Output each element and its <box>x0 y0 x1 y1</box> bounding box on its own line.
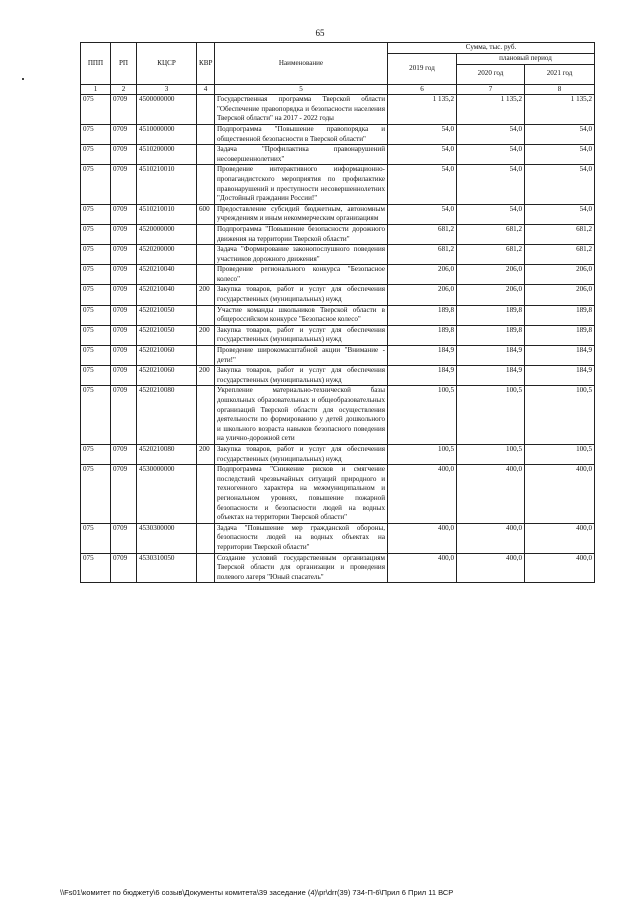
cell-2019: 189,8 <box>388 305 457 325</box>
cell-rp: 0709 <box>111 204 137 224</box>
cell-2019: 54,0 <box>388 165 457 204</box>
table-row <box>81 124 595 144</box>
column-index: 7 <box>457 84 525 95</box>
budget-table <box>80 42 595 583</box>
cell-2021: 400,0 <box>525 553 595 583</box>
column-index: 6 <box>388 84 457 95</box>
cell-2021: 189,8 <box>525 325 595 345</box>
cell-ppp: 075 <box>81 224 111 244</box>
cell-2020: 400,0 <box>457 553 525 583</box>
column-index: 8 <box>525 84 595 95</box>
cell-2021: 184,9 <box>525 346 595 366</box>
cell-name: Задача "Профилактика правонарушений несовершеннолетних" <box>215 145 388 165</box>
cell-2019: 184,9 <box>388 346 457 366</box>
cell-rp: 0709 <box>111 465 137 524</box>
cell-rp: 0709 <box>111 366 137 386</box>
column-index: 4 <box>197 84 215 95</box>
cell-rp: 0709 <box>111 245 137 265</box>
cell-kvr <box>197 346 215 366</box>
cell-rp: 0709 <box>111 145 137 165</box>
cell-2020: 100,5 <box>457 444 525 464</box>
cell-ppp: 075 <box>81 386 111 445</box>
cell-name: Подпрограмма "Снижение рисков и смягчение последствий чрезвычайных ситуаций природного и техногенного характера на межмуниципальном и региональном уровнях, повышение пожарной безопасности и безопасности людей на водных объектах на территории Тверской области" <box>215 465 388 524</box>
cell-ppp: 075 <box>81 465 111 524</box>
cell-name: Задача "Формирование законопослушного поведения участников дорожного движения" <box>215 245 388 265</box>
cell-kvr <box>197 145 215 165</box>
cell-kvr <box>197 245 215 265</box>
cell-2021: 100,5 <box>525 386 595 445</box>
cell-2021: 400,0 <box>525 465 595 524</box>
cell-ppp: 075 <box>81 523 111 553</box>
cell-2020: 184,9 <box>457 366 525 386</box>
cell-2020: 54,0 <box>457 124 525 144</box>
cell-name: Закупка товаров, работ и услуг для обеспечения государственных (муниципальных) нужд <box>215 444 388 464</box>
cell-ppp: 075 <box>81 145 111 165</box>
table-row <box>81 346 595 366</box>
cell-kvr: 200 <box>197 325 215 345</box>
cell-kcsr: 4520000000 <box>137 224 197 244</box>
cell-name: Участие команды школьников Тверской области в общероссийском конкурсе "Безопасное колесо" <box>215 305 388 325</box>
cell-kcsr: 4530310050 <box>137 553 197 583</box>
cell-name: Закупка товаров, работ и услуг для обеспечения государственных (муниципальных) нужд <box>215 325 388 345</box>
table-row <box>81 523 595 553</box>
header-year-2021: 2021 год <box>525 64 595 84</box>
cell-2021: 54,0 <box>525 204 595 224</box>
cell-2020: 400,0 <box>457 465 525 524</box>
cell-rp: 0709 <box>111 444 137 464</box>
cell-ppp: 075 <box>81 305 111 325</box>
cell-2021: 54,0 <box>525 145 595 165</box>
cell-ppp: 075 <box>81 165 111 204</box>
cell-kcsr: 4520210060 <box>137 366 197 386</box>
table-row <box>81 265 595 285</box>
table-row <box>81 305 595 325</box>
cell-ppp: 075 <box>81 366 111 386</box>
cell-name: Государственная программа Тверской области "Обеспечение правопорядка и безопасности населения Тверской области" на 2017 - 2022 годы <box>215 95 388 125</box>
cell-kcsr: 4510000000 <box>137 124 197 144</box>
cell-2019: 100,5 <box>388 386 457 445</box>
cell-rp: 0709 <box>111 224 137 244</box>
cell-kcsr: 4520210040 <box>137 285 197 305</box>
cell-kvr <box>197 553 215 583</box>
cell-2020: 189,8 <box>457 305 525 325</box>
cell-2019: 54,0 <box>388 145 457 165</box>
cell-name: Закупка товаров, работ и услуг для обеспечения государственных (муниципальных) нужд <box>215 366 388 386</box>
table-row <box>81 386 595 445</box>
cell-2021: 681,2 <box>525 245 595 265</box>
cell-2020: 681,2 <box>457 224 525 244</box>
table-row <box>81 553 595 583</box>
cell-name: Подпрограмма "Повышение безопасности дорожного движения на территории Тверской области" <box>215 224 388 244</box>
cell-kvr <box>197 465 215 524</box>
cell-rp: 0709 <box>111 386 137 445</box>
cell-rp: 0709 <box>111 325 137 345</box>
cell-2019: 184,9 <box>388 366 457 386</box>
cell-kvr <box>197 165 215 204</box>
cell-2019: 400,0 <box>388 553 457 583</box>
cell-kvr: 600 <box>197 204 215 224</box>
cell-kvr <box>197 265 215 285</box>
cell-name: Проведение регионального конкурса "Безопасное колесо" <box>215 265 388 285</box>
cell-2019: 681,2 <box>388 245 457 265</box>
table-row <box>81 366 595 386</box>
header-kvr: КВР <box>197 43 215 85</box>
cell-kcsr: 4510200000 <box>137 145 197 165</box>
column-index: 5 <box>215 84 388 95</box>
cell-ppp: 075 <box>81 325 111 345</box>
cell-2019: 189,8 <box>388 325 457 345</box>
cell-2020: 54,0 <box>457 204 525 224</box>
cell-kvr <box>197 224 215 244</box>
column-index: 3 <box>137 84 197 95</box>
cell-ppp: 075 <box>81 95 111 125</box>
cell-ppp: 075 <box>81 444 111 464</box>
cell-rp: 0709 <box>111 265 137 285</box>
cell-name: Укрепление материально-технической базы дошкольных образовательных и общеобразовательных организаций Тверской области для осуществления деятельности по формированию у детей дошкольного и школьного возраста навыков безопасного поведения на улично-дорожной сети <box>215 386 388 445</box>
cell-kvr <box>197 386 215 445</box>
cell-2020: 400,0 <box>457 523 525 553</box>
header-name: Наименование <box>215 43 388 85</box>
column-index: 2 <box>111 84 137 95</box>
cell-2019: 400,0 <box>388 523 457 553</box>
cell-2020: 189,8 <box>457 325 525 345</box>
cell-2020: 206,0 <box>457 265 525 285</box>
cell-2020: 54,0 <box>457 165 525 204</box>
cell-rp: 0709 <box>111 124 137 144</box>
cell-ppp: 075 <box>81 285 111 305</box>
cell-2019: 400,0 <box>388 465 457 524</box>
cell-ppp: 075 <box>81 204 111 224</box>
cell-kcsr: 4520210040 <box>137 265 197 285</box>
cell-2020: 206,0 <box>457 285 525 305</box>
cell-2020: 100,5 <box>457 386 525 445</box>
cell-rp: 0709 <box>111 346 137 366</box>
cell-ppp: 075 <box>81 346 111 366</box>
cell-2020: 54,0 <box>457 145 525 165</box>
cell-kcsr: 4520200000 <box>137 245 197 265</box>
cell-2019: 206,0 <box>388 285 457 305</box>
cell-ppp: 075 <box>81 265 111 285</box>
cell-2020: 1 135,2 <box>457 95 525 125</box>
header-ppp: ППП <box>81 43 111 85</box>
cell-kcsr: 4510210010 <box>137 204 197 224</box>
header-sum: Сумма, тыс. руб. <box>388 43 595 54</box>
cell-kcsr: 4520210080 <box>137 386 197 445</box>
cell-kcsr: 4530300000 <box>137 523 197 553</box>
table-row <box>81 325 595 345</box>
cell-2019: 1 135,2 <box>388 95 457 125</box>
cell-2021: 206,0 <box>525 265 595 285</box>
header-year-2020: 2020 год <box>457 64 525 84</box>
cell-2019: 681,2 <box>388 224 457 244</box>
cell-name: Предоставление субсидий бюджетным, автономным учреждениям и иным некоммерческим организациям <box>215 204 388 224</box>
cell-name: Закупка товаров, работ и услуг для обеспечения государственных (муниципальных) нужд <box>215 285 388 305</box>
cell-2019: 206,0 <box>388 265 457 285</box>
scan-mark <box>22 78 24 80</box>
cell-2020: 184,9 <box>457 346 525 366</box>
cell-kcsr: 4510210010 <box>137 165 197 204</box>
cell-2021: 1 135,2 <box>525 95 595 125</box>
cell-rp: 0709 <box>111 553 137 583</box>
cell-2021: 400,0 <box>525 523 595 553</box>
page-number: 65 <box>315 28 325 38</box>
cell-kvr: 200 <box>197 285 215 305</box>
cell-2019: 100,5 <box>388 444 457 464</box>
table-row <box>81 224 595 244</box>
cell-rp: 0709 <box>111 285 137 305</box>
table-row <box>81 285 595 305</box>
cell-kvr <box>197 305 215 325</box>
cell-2021: 189,8 <box>525 305 595 325</box>
column-index-row <box>81 84 595 95</box>
cell-kcsr: 4520210060 <box>137 346 197 366</box>
table-row <box>81 95 595 125</box>
column-index: 1 <box>81 84 111 95</box>
cell-ppp: 075 <box>81 553 111 583</box>
cell-rp: 0709 <box>111 95 137 125</box>
header-kcsr: КЦСР <box>137 43 197 85</box>
cell-rp: 0709 <box>111 523 137 553</box>
cell-2021: 54,0 <box>525 124 595 144</box>
cell-name: Создание условий государственным организациям Тверской области для организации и проведения полевого лагеря "Юный спасатель" <box>215 553 388 583</box>
cell-kcsr: 4530000000 <box>137 465 197 524</box>
header-year-2019: 2019 год <box>388 54 457 85</box>
cell-name: Проведение интерактивного информационно-пропагандистского мероприятия по профилактике правонарушений и преступности несовершеннолетних "Достойный гражданин России!" <box>215 165 388 204</box>
cell-kcsr: 4520210050 <box>137 325 197 345</box>
cell-kcsr: 4500000000 <box>137 95 197 125</box>
cell-2021: 206,0 <box>525 285 595 305</box>
table-row <box>81 444 595 464</box>
cell-name: Проведение широкомасштабной акции "Внимание - дети!" <box>215 346 388 366</box>
cell-kcsr: 4520210080 <box>137 444 197 464</box>
cell-kvr <box>197 523 215 553</box>
cell-kvr: 200 <box>197 444 215 464</box>
table-row <box>81 204 595 224</box>
cell-name: Задача "Повышение мер гражданской обороны, безопасности людей на водных объектах на территории Тверской области" <box>215 523 388 553</box>
cell-kcsr: 4520210050 <box>137 305 197 325</box>
cell-2019: 54,0 <box>388 124 457 144</box>
cell-kvr: 200 <box>197 366 215 386</box>
table-row <box>81 165 595 204</box>
table-row <box>81 145 595 165</box>
cell-ppp: 075 <box>81 124 111 144</box>
cell-name: Подпрограмма "Повышение правопорядка и общественной безопасности в Тверской области" <box>215 124 388 144</box>
cell-2019: 54,0 <box>388 204 457 224</box>
cell-ppp: 075 <box>81 245 111 265</box>
cell-2021: 100,5 <box>525 444 595 464</box>
table-row <box>81 245 595 265</box>
header-rp: РП <box>111 43 137 85</box>
cell-2020: 681,2 <box>457 245 525 265</box>
file-path-footer: \\Fs01\комитет по бюджету\6 созыв\Документы комитета\39 заседание (4)\pr\drr(39) 734-П-6\Прил 6 Прил 11 ВСР <box>60 888 454 897</box>
header-planned-period: плановый период <box>457 54 595 65</box>
cell-rp: 0709 <box>111 305 137 325</box>
cell-2021: 54,0 <box>525 165 595 204</box>
cell-kvr <box>197 124 215 144</box>
cell-2021: 184,9 <box>525 366 595 386</box>
cell-rp: 0709 <box>111 165 137 204</box>
table-row <box>81 465 595 524</box>
cell-2021: 681,2 <box>525 224 595 244</box>
cell-kvr <box>197 95 215 125</box>
